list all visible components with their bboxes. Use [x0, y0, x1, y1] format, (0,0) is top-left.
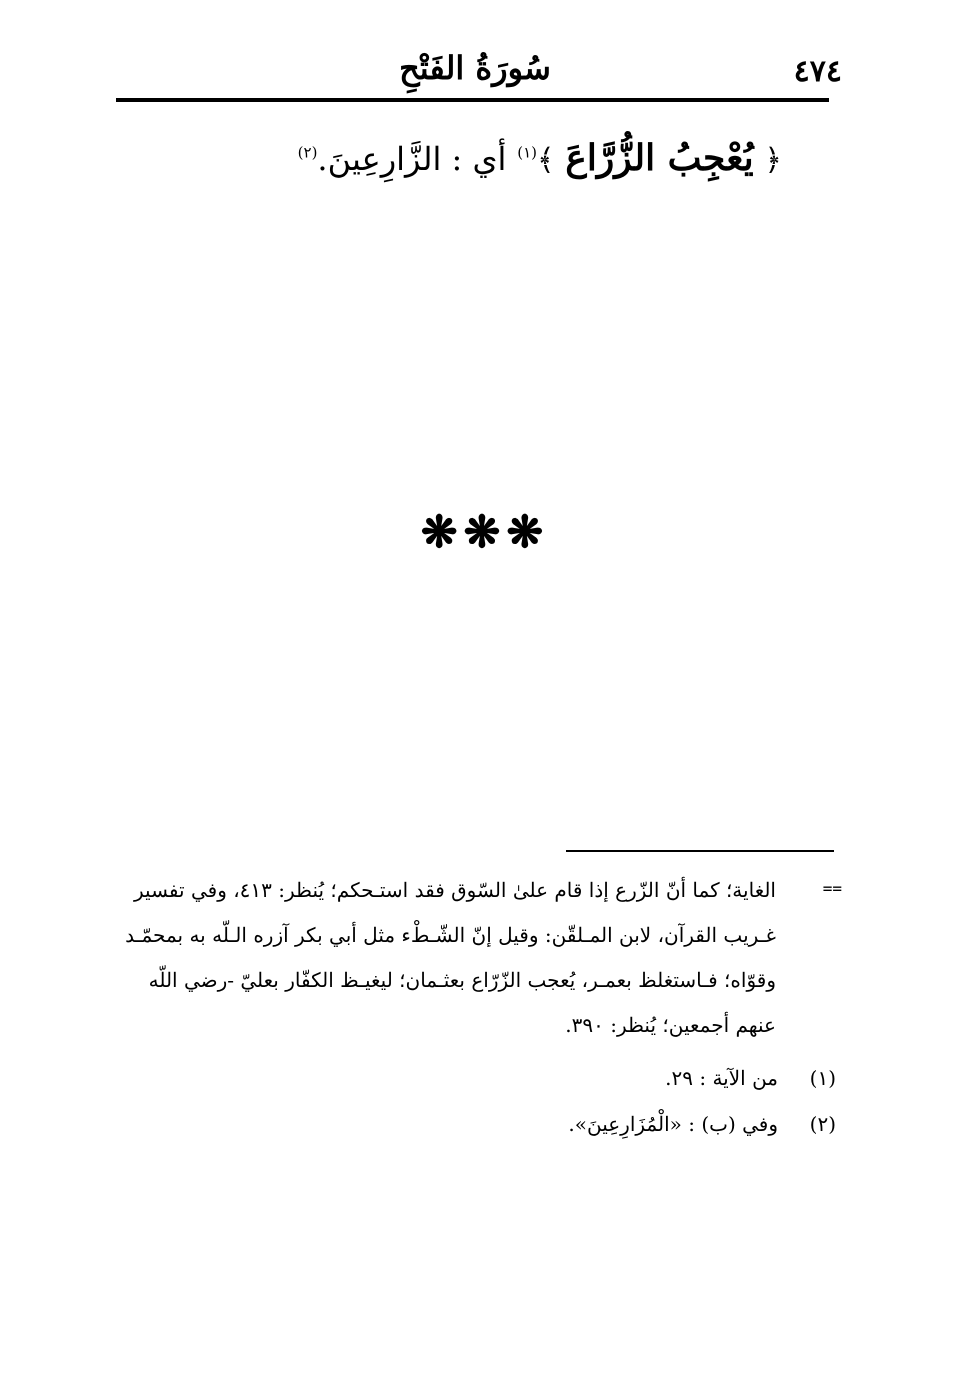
verse-close-bracket: ﴾ — [537, 143, 555, 178]
page-number: ٤٧٤ — [793, 54, 842, 89]
footnote-continuation-line: الغاية؛ كما أنّ الزّرع إذا قام علىٰ السّوق فقد استـحكم؛ يُنظر: ٤١٣، وفي تفسير — [134, 878, 776, 902]
footnote-continuation-line: غـريب القرآن، لابن المـلقّن: وقيل إنّ الشّـطْء مثل أبي بكر آزره الـلّه به بمحمّـد — [125, 923, 776, 947]
verse-line — [162, 128, 782, 191]
surah-title: سُورَةُ الفَتْحِ — [399, 49, 551, 87]
verse-footnote-ref: (١) — [517, 143, 537, 162]
verse-gloss: أي : الزَّارِعِينَ. — [317, 140, 507, 178]
footnote-number: (١) — [809, 1066, 836, 1090]
section-separator-stars: ❋❋❋ — [420, 507, 550, 558]
footnote-continuation-line: عنهم أجمعين؛ يُنظر: ٣٩٠. — [565, 1013, 776, 1037]
footnote-continuation-text — [116, 868, 776, 1048]
footnote-continuation-mark: == — [822, 879, 842, 898]
footnote-continuation-line: وقوّاه؛ فـاستغلظ بعمـر، يُعجب الزّرّاع بعثـمان؛ ليغيـظ الكفّار بعليّ -رضي اللّه — [148, 968, 776, 992]
footnote-number: (٢) — [809, 1112, 836, 1136]
footnote-rule — [566, 850, 834, 852]
footnote-1 — [176, 1058, 836, 1098]
footnote-2 — [176, 1104, 836, 1144]
gloss-footnote-ref: (٢) — [297, 143, 318, 162]
verse-open-bracket: ﴿ — [764, 143, 782, 178]
verse-quote: يُعْجِبُ الزُّرَّاعَ — [565, 137, 754, 179]
footnote-text: وفي (ب) : «الْمُزَارِعِينَ». — [568, 1112, 778, 1136]
header-rule — [116, 98, 829, 102]
footnote-text: من الآية : ٢٩. — [665, 1066, 778, 1090]
